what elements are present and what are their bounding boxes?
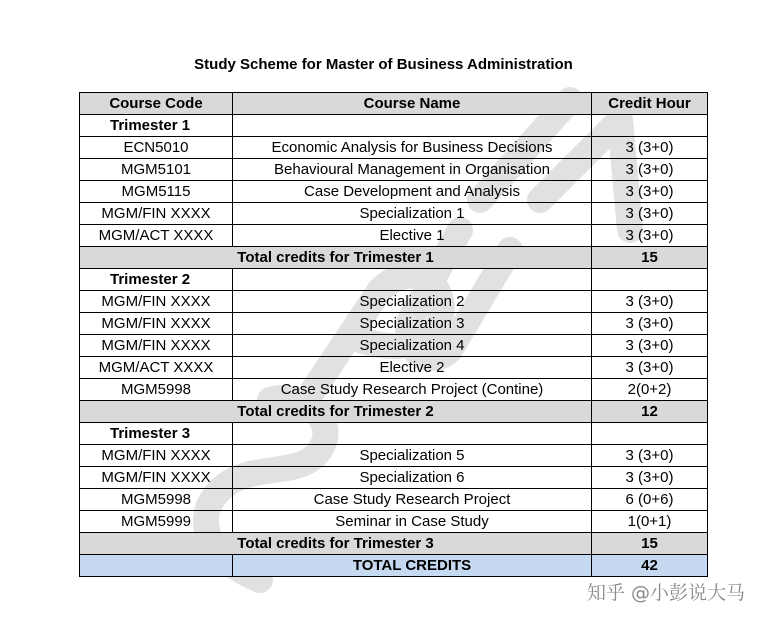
trimester-total-row [80, 401, 708, 423]
table-row [80, 313, 708, 335]
empty-cell [592, 269, 708, 291]
course-name: Behavioural Management in Organisation [233, 159, 592, 181]
course-code: MGM5998 [80, 489, 233, 511]
credit-hour: 3 (3+0) [592, 445, 708, 467]
course-name: Elective 2 [233, 357, 592, 379]
credit-hour: 3 (3+0) [592, 181, 708, 203]
trimester-total-row [80, 533, 708, 555]
table-row [80, 511, 708, 533]
credit-hour: 3 (3+0) [592, 357, 708, 379]
course-name: Case Study Research Project [233, 489, 592, 511]
trimester-heading-row [80, 423, 708, 445]
course-code: MGM/FIN XXXX [80, 203, 233, 225]
course-name: Seminar in Case Study [233, 511, 592, 533]
course-code: MGM/FIN XXXX [80, 335, 233, 357]
trimester-total-label: Total credits for Trimester 2 [80, 401, 592, 423]
course-code: MGM5115 [80, 181, 233, 203]
course-code: MGM/FIN XXXX [80, 467, 233, 489]
table-row [80, 291, 708, 313]
grand-total-label: TOTAL CREDITS [233, 555, 592, 577]
source-watermark: 知乎 @小彭说大马 [586, 582, 745, 604]
course-code: MGM/ACT XXXX [80, 225, 233, 247]
credit-hour: 3 (3+0) [592, 159, 708, 181]
trimester-heading-row [80, 269, 708, 291]
table-body [80, 115, 708, 577]
table-row [80, 203, 708, 225]
credit-hour: 1(0+1) [592, 511, 708, 533]
credit-hour: 3 (3+0) [592, 467, 708, 489]
trimester-total-value: 12 [592, 401, 708, 423]
table-row [80, 225, 708, 247]
trimester-total-value: 15 [592, 533, 708, 555]
credit-hour: 3 (3+0) [592, 137, 708, 159]
course-code: MGM/FIN XXXX [80, 291, 233, 313]
table-row [80, 379, 708, 401]
table-row [80, 181, 708, 203]
credit-hour: 3 (3+0) [592, 313, 708, 335]
trimester-heading-row [80, 115, 708, 137]
empty-cell [592, 115, 708, 137]
header-course-code: Course Code [80, 93, 233, 115]
credit-hour: 2(0+2) [592, 379, 708, 401]
course-code: MGM/FIN XXXX [80, 313, 233, 335]
table-row [80, 335, 708, 357]
empty-cell [233, 115, 592, 137]
table-row [80, 445, 708, 467]
empty-cell [592, 423, 708, 445]
table-row [80, 489, 708, 511]
course-code: ECN5010 [80, 137, 233, 159]
course-name: Specialization 3 [233, 313, 592, 335]
course-code: MGM/ACT XXXX [80, 357, 233, 379]
course-code: MGM5998 [80, 379, 233, 401]
table-row [80, 137, 708, 159]
study-scheme-table [79, 92, 708, 577]
grand-total-value: 42 [592, 555, 708, 577]
course-code: MGM5999 [80, 511, 233, 533]
table-row [80, 467, 708, 489]
empty-cell [233, 423, 592, 445]
empty-cell [233, 269, 592, 291]
empty-cell [80, 555, 233, 577]
course-name: Case Development and Analysis [233, 181, 592, 203]
credit-hour: 6 (0+6) [592, 489, 708, 511]
table-row [80, 357, 708, 379]
trimester-total-value: 15 [592, 247, 708, 269]
trimester-label: Trimester 1 [80, 115, 233, 137]
course-name: Elective 1 [233, 225, 592, 247]
course-name: Specialization 2 [233, 291, 592, 313]
course-name: Specialization 6 [233, 467, 592, 489]
trimester-total-label: Total credits for Trimester 3 [80, 533, 592, 555]
table-header-row [80, 93, 708, 115]
trimester-label: Trimester 2 [80, 269, 233, 291]
course-name: Specialization 5 [233, 445, 592, 467]
course-code: MGM5101 [80, 159, 233, 181]
header-course-name: Course Name [233, 93, 592, 115]
credit-hour: 3 (3+0) [592, 291, 708, 313]
course-name: Case Study Research Project (Contine) [233, 379, 592, 401]
trimester-total-row [80, 247, 708, 269]
credit-hour: 3 (3+0) [592, 225, 708, 247]
grand-total-row [80, 555, 708, 577]
credit-hour: 3 (3+0) [592, 335, 708, 357]
credit-hour: 3 (3+0) [592, 203, 708, 225]
table-row [80, 159, 708, 181]
trimester-label: Trimester 3 [80, 423, 233, 445]
header-credit-hour: Credit Hour [592, 93, 708, 115]
course-code: MGM/FIN XXXX [80, 445, 233, 467]
course-name: Economic Analysis for Business Decisions [233, 137, 592, 159]
course-name: Specialization 4 [233, 335, 592, 357]
trimester-total-label: Total credits for Trimester 1 [80, 247, 592, 269]
page-title: Study Scheme for Master of Business Administration [194, 56, 573, 73]
course-name: Specialization 1 [233, 203, 592, 225]
